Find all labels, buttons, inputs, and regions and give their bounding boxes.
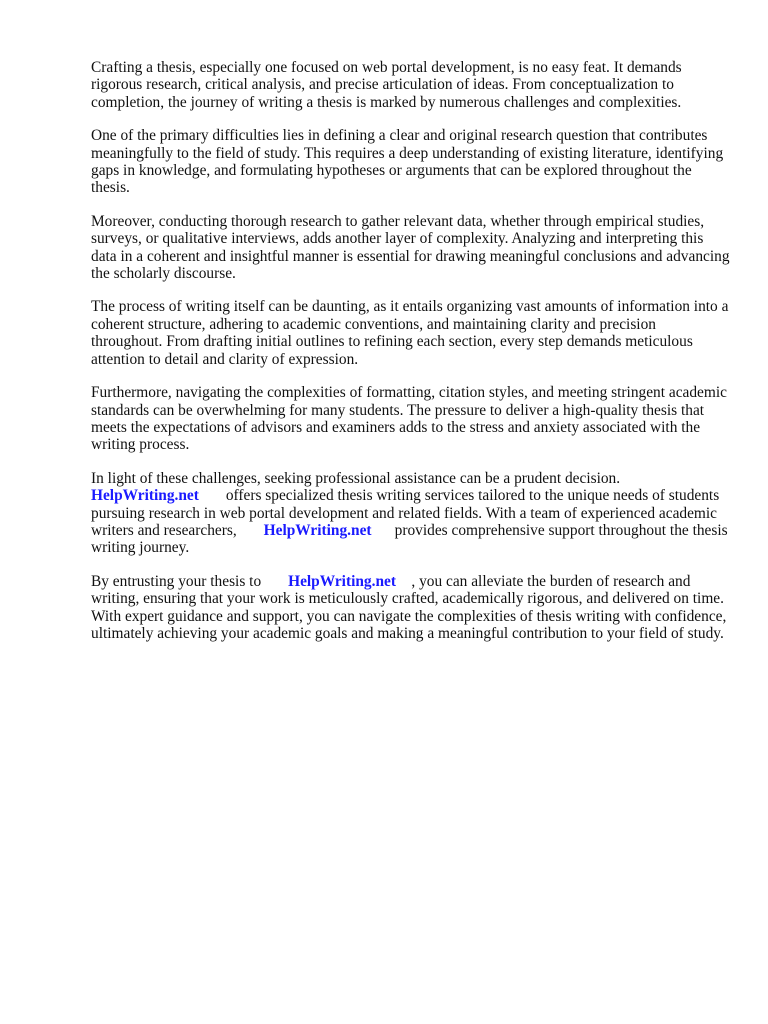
paragraph-3: Moreover, conducting thorough research to gather relevant data, whether through empirical studies, surveys, or qualitative interviews, adds another layer of complexity. Analyzing and interpreting this data in a coherent and insightful manner is essential for drawing meaningful conclusions and advancing the scholarly discourse. [91,212,730,283]
helpwriting-link-3[interactable]: HelpWriting.net [288,572,396,590]
helpwriting-link-2[interactable]: HelpWriting.net [263,521,372,539]
document-body [91,59,731,658]
paragraph-7-text-a: By entrusting your thesis to [91,572,262,590]
helpwriting-link-1[interactable]: HelpWriting.net [91,487,199,505]
paragraph-5: Furthermore, navigating the complexities of formatting, citation styles, and meeting stringent academic standards can be overwhelming for many students. The pressure to deliver a high-quality thesis that meets the expectations of advisors and examiners adds to the stress and anxiety associated with the writing process. [91,384,727,454]
paragraph-6-text-a: In light of these challenges, seeking professional assistance can be a prudent decision. [91,469,621,487]
paragraph-2: One of the primary difficulties lies in defining a clear and original research question that contributes meaningfully to the field of study. This requires a deep understanding of existing literature, identifying gaps in knowledge, and formulating hypotheses or arguments that can be explored throughout the thesis. [91,127,724,197]
paragraph-6-text-b: offers specialized thesis writing services tailored to the unique needs of students pursuing research in web portal development and related fields. With a team of experienced academic writers and researchers, [91,487,720,539]
paragraph-7 [91,573,731,643]
paragraph-7-text-b: , you can alleviate the burden of research and writing, ensuring that your work is meticulously crafted, academically rigorous, and delivered on time. With expert guidance and support, you can navigate the complexities of thesis writing with confidence, ultimately achieving your academic goals and making a meaningful contribution to your field of study. [91,572,727,642]
paragraph-1: Crafting a thesis, especially one focused on web portal development, is no easy feat. It demands rigorous research, critical analysis, and precise articulation of ideas. From conceptualization to completion, the journey of writing a thesis is marked by numerous challenges and complexities. [91,59,682,111]
paragraph-6-text-c: provides comprehensive support throughout the thesis writing journey. [91,521,728,557]
paragraph-4: The process of writing itself can be daunting, as it entails organizing vast amounts of information into a coherent structure, adhering to academic conventions, and maintaining clarity and precision throughout. From drafting initial outlines to refining each section, every step demands meticulous attention to detail and clarity of expression. [91,298,729,368]
paragraph-6 [91,470,731,557]
